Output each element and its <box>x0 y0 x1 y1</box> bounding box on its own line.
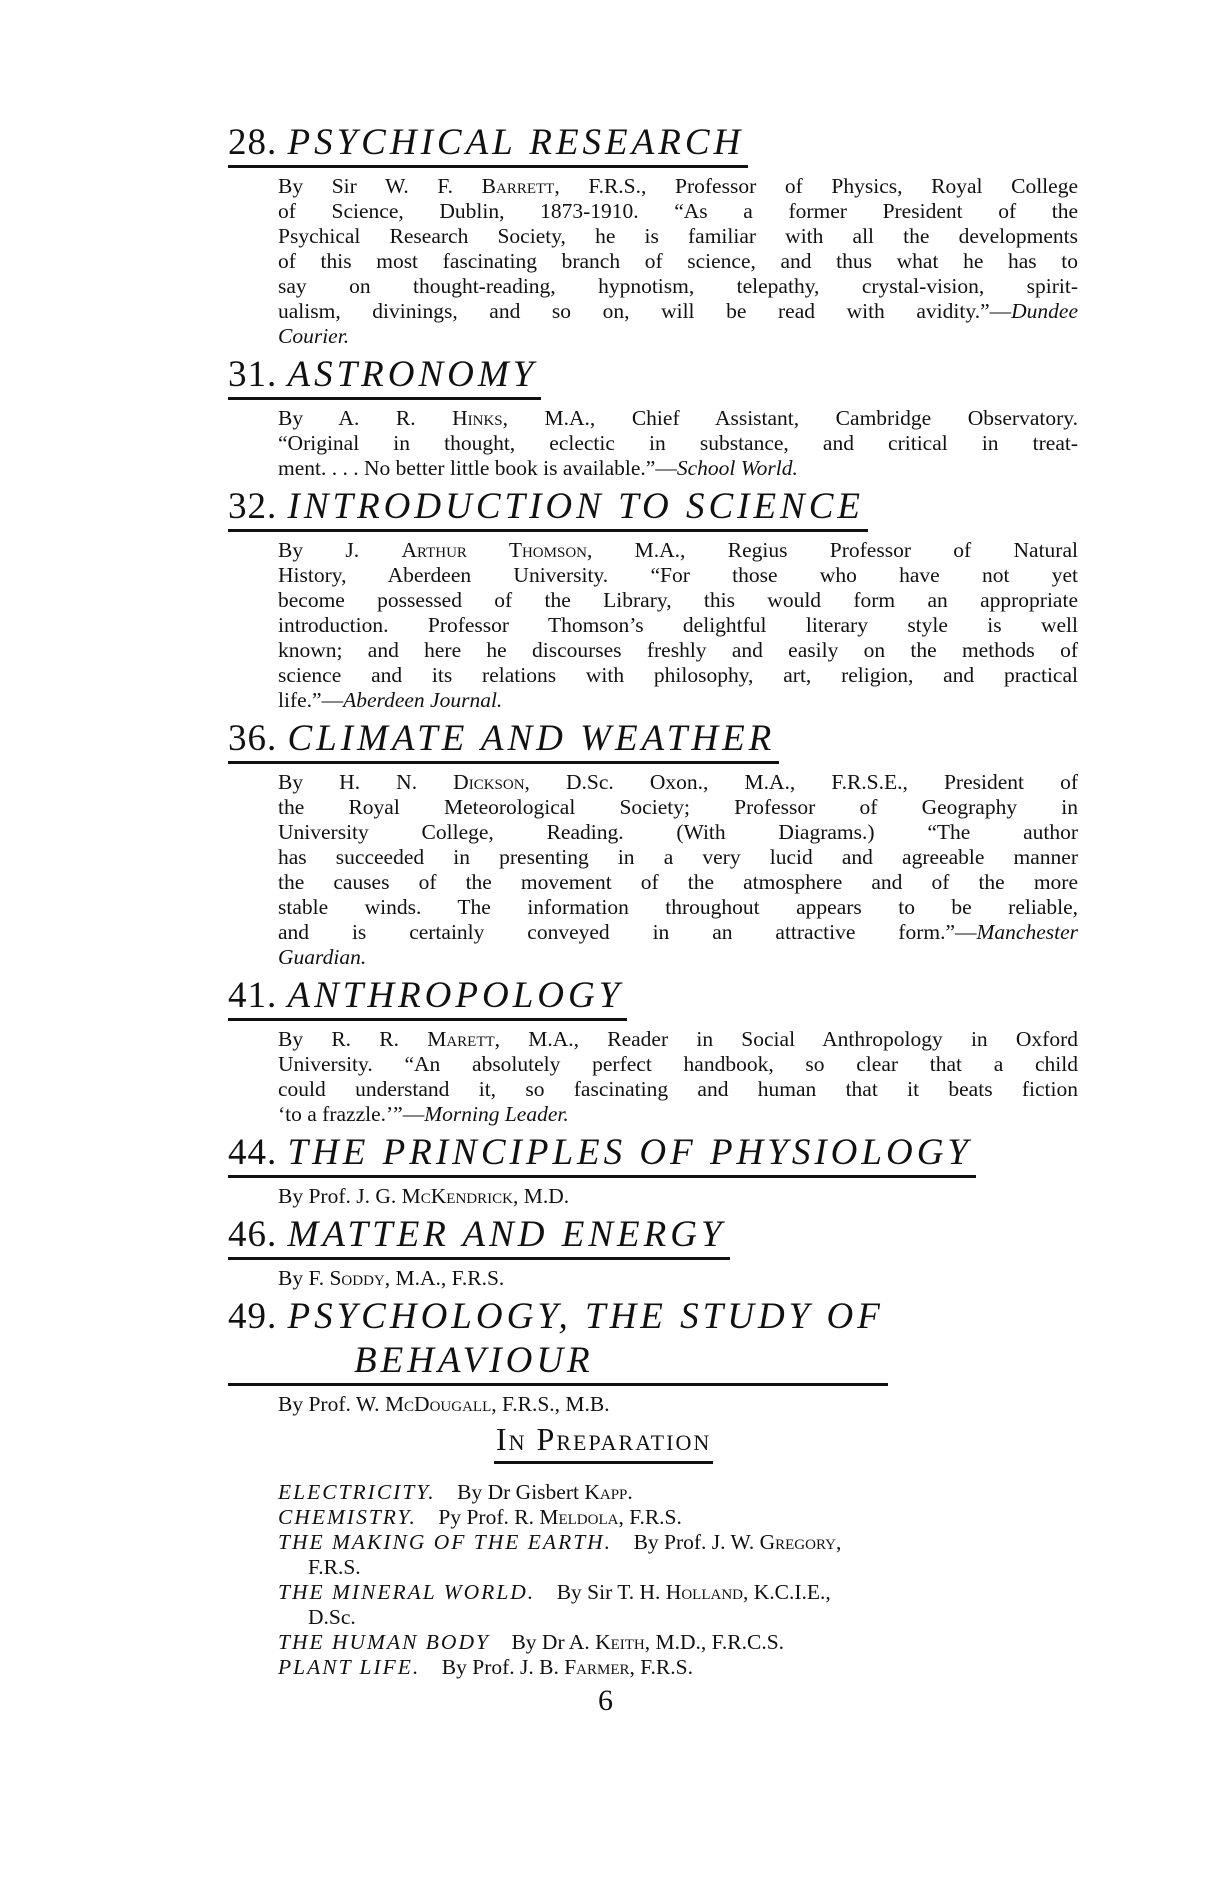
description-line <box>278 638 1078 663</box>
book-title: THE HUMAN BODY <box>278 1630 490 1654</box>
entry-title: PSYCHOLOGY, THE STUDY OF <box>287 1296 884 1337</box>
text-segment: By A. R. <box>278 406 453 430</box>
text-segment: , D.Sc. Oxon., M.A., F.R.S.E., President of <box>524 770 1078 794</box>
book-author-continued: D.Sc. <box>308 1605 356 1629</box>
description-line <box>278 274 1078 299</box>
text-segment: History, Aberdeen University. “For those who have not yet <box>278 563 1078 587</box>
text-segment: By F. <box>278 1266 330 1290</box>
text-segment: introduction. Professor Thomson’s delightful literary style is well <box>278 613 1078 637</box>
book-title: ELECTRICITY. <box>278 1480 436 1504</box>
text-segment: and is certainly conveyed in an attractive form.”— <box>278 920 977 944</box>
text-segment: Soddy <box>329 1266 385 1290</box>
description-line <box>278 795 1078 820</box>
entry-number: 36. <box>228 718 278 759</box>
entry-number: 28. <box>228 122 278 163</box>
book-author: By Dr Gisbert Kapp. <box>457 1480 633 1504</box>
entry-description <box>278 406 1078 481</box>
text-segment: science and its relations with philosophy, art, religion, and practical <box>278 663 1078 687</box>
text-segment: Arthur Thomson <box>401 538 587 562</box>
book-title: PLANT LIFE. <box>278 1655 421 1679</box>
book-title: THE MAKING OF THE EARTH. <box>278 1530 613 1554</box>
description-line <box>278 1077 1078 1102</box>
text-segment: the causes of the movement of the atmosphere and of the more <box>278 870 1078 894</box>
text-segment: “Original in thought, eclectic in substance, and critical in treat- <box>278 431 1078 455</box>
text-segment: , M.A., Regius Professor of Natural <box>586 538 1078 562</box>
entry-description <box>278 770 1078 970</box>
text-segment: Dundee <box>1011 299 1078 323</box>
description-line <box>278 249 1078 274</box>
entry-heading <box>228 485 868 532</box>
text-segment: , F.R.S., M.B. <box>491 1392 610 1416</box>
text-segment: McKendrick <box>401 1184 513 1208</box>
text-segment: University. “An absolutely perfect handbook, so clear that a child <box>278 1052 1078 1076</box>
text-segment: Marett <box>427 1027 495 1051</box>
book-author: By Prof. J. W. Gregory, <box>633 1530 842 1554</box>
series-entry <box>228 485 1078 713</box>
description-line <box>278 299 1078 324</box>
entry-heading <box>228 1295 888 1386</box>
text-segment: Dickson <box>453 770 525 794</box>
description-line <box>278 613 1078 638</box>
preparation-item <box>278 1655 1078 1680</box>
entry-number: 31. <box>228 354 278 395</box>
description-line <box>278 1102 1078 1127</box>
entry-heading <box>228 717 779 764</box>
series-entry <box>228 974 1078 1127</box>
text-segment: ‘to a frazzle.’”— <box>278 1102 425 1126</box>
entry-description <box>278 1184 1078 1209</box>
page-number: 6 <box>598 1684 613 1717</box>
entry-description <box>278 1266 1078 1291</box>
description-line <box>278 224 1078 249</box>
in-preparation-section <box>228 1421 1078 1680</box>
text-segment: Psychical Research Society, he is familiar with all the developments <box>278 224 1078 248</box>
text-segment: has succeeded in presenting in a very lucid and agreeable manner <box>278 845 1078 869</box>
description-line <box>278 199 1078 224</box>
entry-number: 41. <box>228 975 278 1016</box>
book-title: CHEMISTRY. <box>278 1505 417 1529</box>
entry-description <box>278 538 1078 713</box>
text-segment: Barrett <box>481 174 555 198</box>
preparation-item <box>278 1530 1078 1555</box>
text-segment: By Prof. J. G. <box>278 1184 402 1208</box>
preparation-item <box>278 1480 1078 1505</box>
text-segment: , M.A., Chief Assistant, Cambridge Observatory. <box>502 406 1078 430</box>
text-segment: ment. . . . No better little book is available.”— <box>278 456 677 480</box>
preparation-item <box>278 1630 1078 1655</box>
description-line <box>278 820 1078 845</box>
description-line <box>278 588 1078 613</box>
description-line <box>278 945 1078 970</box>
entry-title: INTRODUCTION TO SCIENCE <box>287 486 865 527</box>
entry-description <box>278 174 1078 349</box>
entry-heading <box>228 353 541 400</box>
series-entry <box>228 717 1078 970</box>
entry-title: CLIMATE AND WEATHER <box>287 718 776 759</box>
in-preparation-list <box>228 1480 1078 1680</box>
book-author: By Prof. J. B. Farmer, F.R.S. <box>441 1655 693 1679</box>
description-line <box>278 663 1078 688</box>
preparation-item <box>278 1580 1078 1605</box>
entry-number: 44. <box>228 1132 278 1173</box>
description-line <box>278 688 1078 713</box>
entry-description <box>278 1392 1078 1417</box>
text-segment: Hinks <box>452 406 503 430</box>
text-segment: , M.A., Reader in Social Anthropology in Oxford <box>494 1027 1078 1051</box>
text-segment: Morning Leader. <box>424 1102 569 1126</box>
series-entry <box>228 1295 1078 1417</box>
entry-title: MATTER AND ENERGY <box>287 1214 726 1255</box>
description-line <box>278 1266 1078 1291</box>
text-segment: the Royal Meteorological Society; Professor of Geography in <box>278 795 1078 819</box>
text-segment: School World. <box>676 456 798 480</box>
series-entry <box>228 353 1078 481</box>
description-line <box>278 1392 1078 1417</box>
entry-title: BEHAVIOUR <box>354 1340 594 1381</box>
text-segment: Guardian. <box>278 945 367 969</box>
description-line <box>278 563 1078 588</box>
description-line <box>278 845 1078 870</box>
book-author: By Sir T. H. Holland, K.C.I.E., <box>556 1580 831 1604</box>
description-line <box>278 431 1078 456</box>
in-preparation-heading: In Preparation <box>494 1421 713 1464</box>
description-line <box>278 538 1078 563</box>
book-author: By Dr A. Keith, M.D., F.R.C.S. <box>511 1630 785 1654</box>
description-line <box>278 920 1078 945</box>
text-segment: By J. <box>278 538 402 562</box>
text-segment: become possessed of the Library, this would form an appropriate <box>278 588 1078 612</box>
description-line <box>278 770 1078 795</box>
text-segment: Courier. <box>278 324 350 348</box>
entry-description <box>278 1027 1078 1127</box>
entry-title: THE PRINCIPLES OF PHYSIOLOGY <box>287 1132 972 1173</box>
series-entry <box>228 1131 1078 1209</box>
text-segment: By R. R. <box>278 1027 428 1051</box>
text-segment: ualism, divinings, and so on, will be read with avidity.”— <box>278 299 1012 323</box>
series-entry <box>228 1213 1078 1291</box>
text-segment: By Prof. W. <box>278 1392 385 1416</box>
description-line <box>278 1027 1078 1052</box>
description-line <box>278 406 1078 431</box>
text-segment: , M.D. <box>512 1184 570 1208</box>
series-entry <box>228 121 1078 349</box>
description-line <box>278 870 1078 895</box>
series-entries <box>228 121 1078 1417</box>
description-line <box>278 174 1078 199</box>
book-title: THE MINERAL WORLD. <box>278 1580 536 1604</box>
text-segment: of this most fascinating branch of science, and thus what he has to <box>278 249 1078 273</box>
text-segment: say on thought-reading, hypnotism, telepathy, crystal-vision, spirit- <box>278 274 1078 298</box>
entry-title: ASTRONOMY <box>287 354 538 395</box>
description-line <box>278 1184 1078 1209</box>
entry-title: ANTHROPOLOGY <box>287 975 624 1016</box>
entry-number: 49. <box>228 1296 278 1337</box>
text-segment: By H. N. <box>278 770 454 794</box>
description-line <box>278 895 1078 920</box>
entry-heading <box>228 121 748 168</box>
text-segment: could understand it, so fascinating and human that it beats fiction <box>278 1077 1078 1101</box>
text-segment: , M.A., F.R.S. <box>384 1266 505 1290</box>
text-segment: stable winds. The information throughout appears to be reliable, <box>278 895 1078 919</box>
entry-number: 46. <box>228 1214 278 1255</box>
text-segment: Manchester <box>976 920 1078 944</box>
description-line <box>278 456 1078 481</box>
text-segment: By Sir W. F. <box>278 174 482 198</box>
entry-heading <box>228 1213 730 1260</box>
preparation-item <box>278 1505 1078 1530</box>
text-segment: McDougall <box>384 1392 492 1416</box>
entry-heading <box>228 974 627 1021</box>
entry-heading <box>228 1131 976 1178</box>
text-segment: , F.R.S., Professor of Physics, Royal College <box>554 174 1078 198</box>
page-content <box>228 121 1078 1718</box>
book-author: Py Prof. R. Meldola, F.R.S. <box>438 1505 682 1529</box>
book-author-continued: F.R.S. <box>308 1555 361 1579</box>
text-segment: life.”— <box>278 688 344 712</box>
description-line <box>278 1052 1078 1077</box>
text-segment: University College, Reading. (With Diagrams.) “The author <box>278 820 1078 844</box>
text-segment: of Science, Dublin, 1873-1910. “As a former President of the <box>278 199 1078 223</box>
entry-title: PSYCHICAL RESEARCH <box>287 122 745 163</box>
description-line <box>278 324 1078 349</box>
entry-number: 32. <box>228 486 278 527</box>
text-segment: known; and here he discourses freshly and easily on the methods of <box>278 638 1078 662</box>
text-segment: Aberdeen Journal. <box>343 688 503 712</box>
